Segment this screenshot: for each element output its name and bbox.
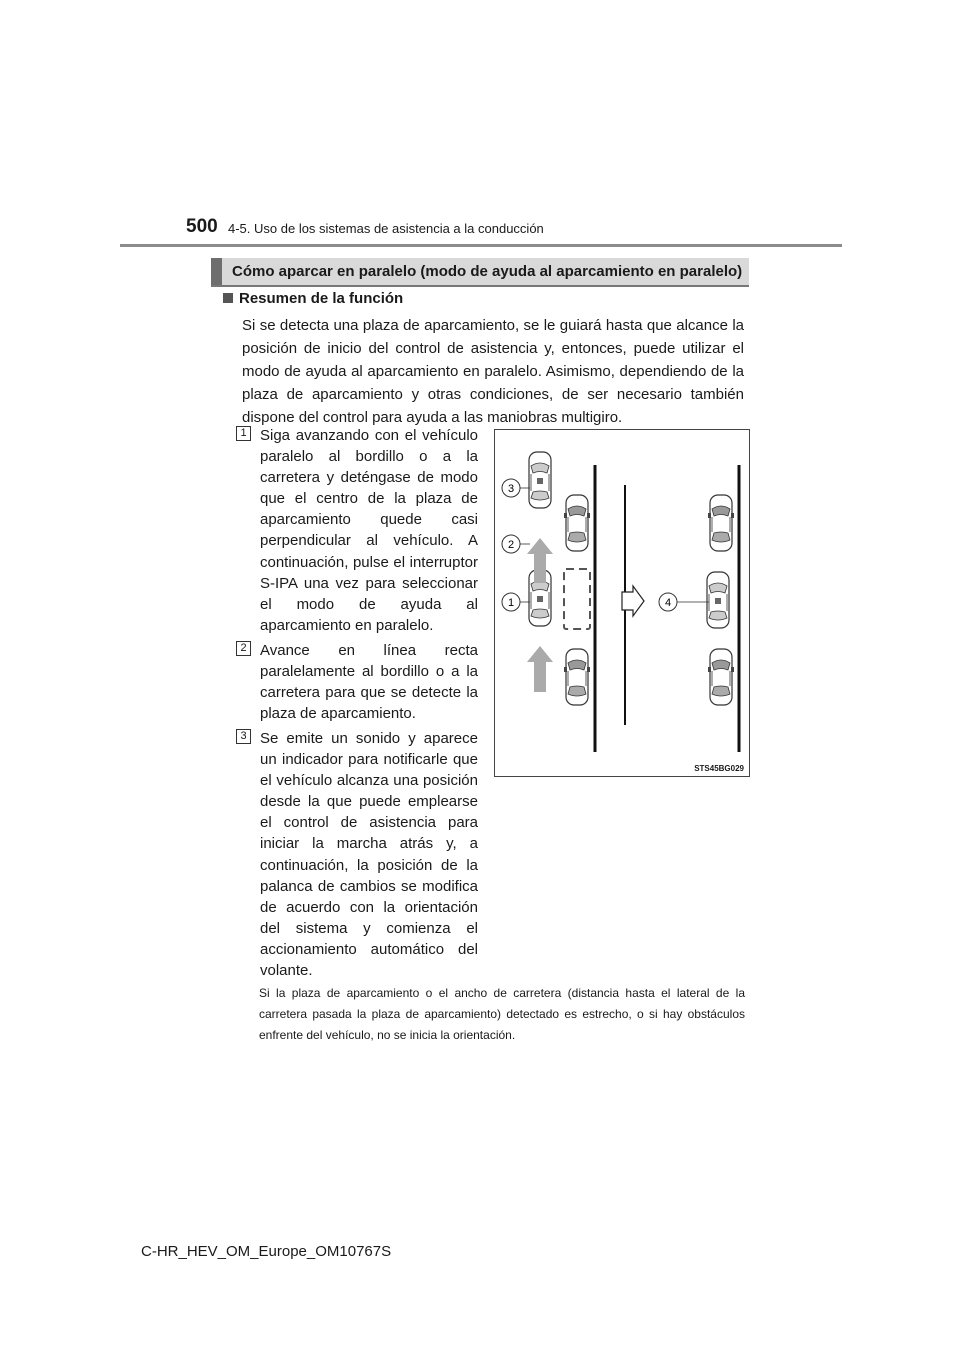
parking-diagram bbox=[494, 429, 750, 777]
header-rule bbox=[120, 244, 842, 247]
step-text: Se emite un sonido y aparece un indicador para notificarle que el vehículo alcanza una posición desde la que puede emplearse el control de asistencia para iniciar la marcha atrás y, a continuación, la posición de la palanca de cambios se modifica de acuerdo con la orientación del sistema y comienza el accionamiento automático del volante. bbox=[260, 730, 478, 980]
section-title: Cómo aparcar en paralelo (modo de ayuda al aparcamiento en paralelo) bbox=[211, 258, 749, 285]
svg-text:1: 1 bbox=[507, 597, 515, 609]
section-path: 4-5. Uso de los sistemas de asistencia a la conducción bbox=[228, 221, 544, 236]
section-title-underline bbox=[211, 285, 749, 287]
step-1 bbox=[236, 425, 478, 636]
intro-paragraph: Si se detecta una plaza de aparcamiento, se le guiará hasta que alcance la posición de inicio del control de asistencia y, entonces, puede utilizar el modo de ayuda al aparcamiento en paralelo. Asimismo, dependiendo de la plaza de aparcamiento y otras condiciones, de ser necesario también dispone del control para ayuda a las maniobras multigiro. bbox=[242, 317, 744, 426]
note-paragraph: Si la plaza de aparcamiento o el ancho de carretera (distancia hasta el lateral de la carretera pasada la plaza de aparcamiento) detectado es estrecho, o si hay obstáculos enfrente del vehículo, no se inicia la orientación. bbox=[259, 986, 745, 1042]
step-number-badge: 3 bbox=[236, 729, 251, 744]
figure-code: STS45BG029 bbox=[694, 764, 744, 773]
page-number: 500 bbox=[186, 216, 218, 237]
svg-text:3: 3 bbox=[507, 483, 515, 495]
step-2 bbox=[236, 640, 478, 724]
step-text: Avance en línea recta paralelamente al bordillo o a la carretera para que se detecte la plaza de aparcamiento. bbox=[260, 642, 478, 723]
parking-diagram-illustration bbox=[495, 430, 751, 778]
step-text: Siga avanzando con el vehículo paralelo al bordillo o a la carretera y deténgase de modo que el centro de la plaza de aparcamiento quede casi perpendicular al vehículo. A continuación, pulse el interruptor S-IPA una vez para seleccionar el modo de ayuda al aparcamiento en paralelo. bbox=[260, 427, 478, 634]
step-number-badge: 1 bbox=[236, 426, 251, 441]
svg-text:2: 2 bbox=[507, 539, 515, 551]
callout-2 bbox=[502, 535, 520, 553]
callout-1 bbox=[502, 593, 520, 611]
subheading-text: Resumen de la función bbox=[239, 290, 404, 307]
bullet-square-icon bbox=[223, 293, 233, 303]
subheading bbox=[223, 290, 403, 307]
callout-4 bbox=[659, 593, 677, 611]
footer-doc-id: C-HR_HEV_OM_Europe_OM10767S bbox=[141, 1243, 392, 1260]
step-3 bbox=[236, 728, 478, 981]
callout-3 bbox=[502, 479, 520, 497]
svg-text:4: 4 bbox=[664, 597, 672, 609]
step-number-badge: 2 bbox=[236, 641, 251, 656]
